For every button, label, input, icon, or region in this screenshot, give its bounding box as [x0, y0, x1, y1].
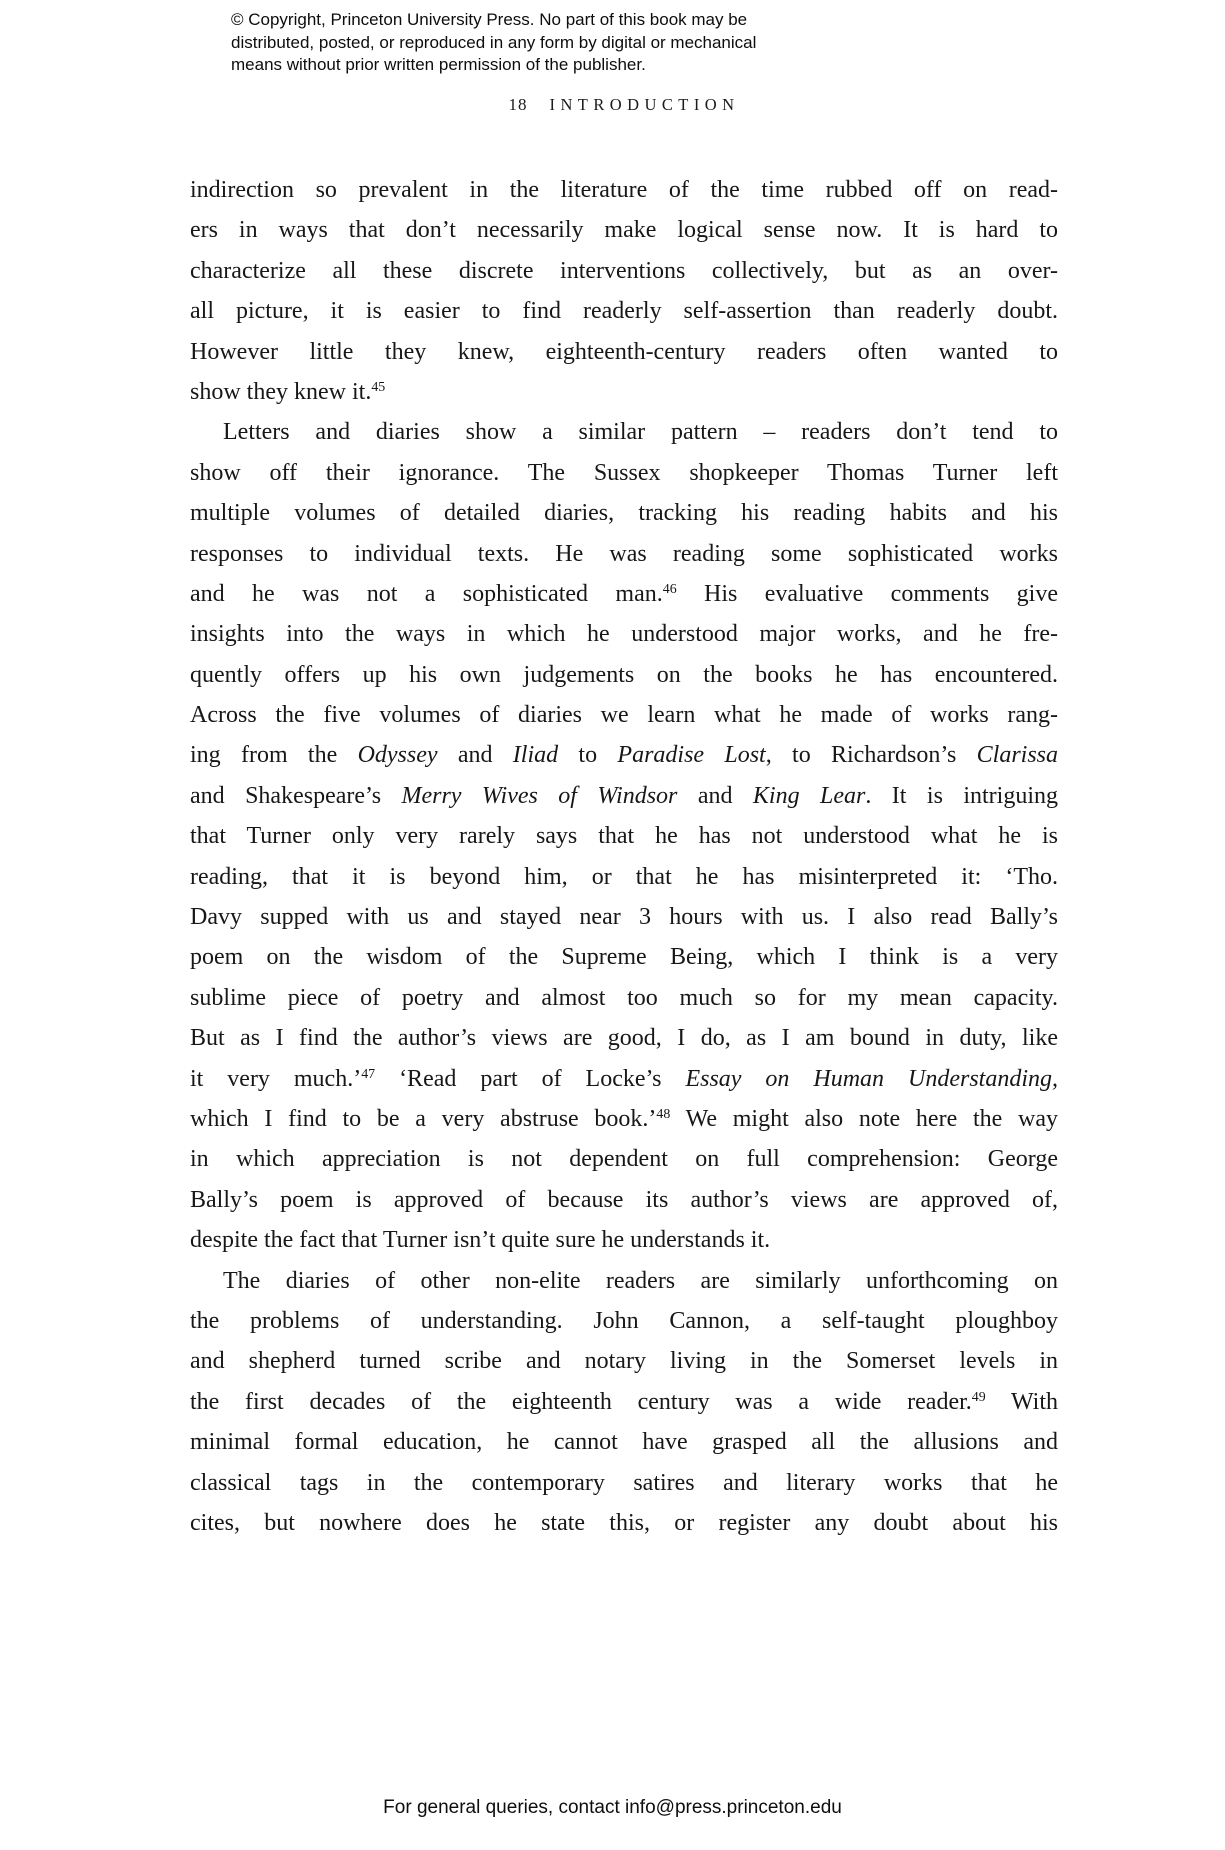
footer-contact-text: For general queries, contact info@press.princeton.edu	[383, 1797, 842, 1818]
text-line: But as I find the author’s views are good, I do, as I am bound in duty, like	[190, 1025, 1058, 1052]
text-line: cites, but nowhere does he state this, or register any doubt about his	[190, 1509, 1058, 1536]
text-line: Davy supped with us and stayed near 3 hours with us. I also read Bally’s	[190, 904, 1058, 931]
copyright-line: means without prior written permission of the publisher.	[231, 55, 646, 74]
page-footer	[0, 1797, 1225, 1819]
text-line: despite the fact that Turner isn’t quite sure he understands it.	[190, 1227, 771, 1254]
text-line: show off their ignorance. The Sussex shopkeeper Thomas Turner left	[190, 459, 1058, 486]
text-line: The diaries of other non-elite readers are similarly unforthcoming on	[223, 1267, 1058, 1294]
text-line: all picture, it is easier to find readerly self-assertion than readerly doubt.	[190, 298, 1058, 325]
text-line: insights into the ways in which he understood major works, and he fre-	[190, 621, 1058, 648]
text-line: indirection so prevalent in the literature of the time rubbed off on read-	[190, 177, 1058, 203]
text-line: ing from the Odyssey and Iliad to Paradise Lost, to Richardson’s Clarissa	[190, 742, 1059, 769]
text-line: Bally’s poem is approved of because its author’s views are approved of,	[190, 1186, 1058, 1213]
text-line: it very much.’$^{47}$ ‘Read part of Locke’s Essay on Human Understanding,	[190, 1065, 1058, 1092]
text-line: sublime piece of poetry and almost too much so for my mean capacity.	[190, 984, 1058, 1011]
text-line: characterize all these discrete interventions collectively, but as an over-	[190, 257, 1058, 284]
paragraph	[190, 412, 1058, 1260]
running-header	[190, 95, 1058, 115]
text-line: and Shakespeare’s Merry Wives of Windsor and King Lear. It is intriguing	[190, 782, 1058, 809]
text-line: multiple volumes of detailed diaries, tracking his reading habits and his	[190, 500, 1058, 527]
text-line: ers in ways that don’t necessarily make logical sense now. It is hard to	[190, 217, 1058, 244]
copyright-line: distributed, posted, or reproduced in any form by digital or mechanical	[231, 32, 757, 52]
page-number: 18	[508, 95, 528, 114]
text-line: and he was not a sophisticated man.$^{46}$ His evaluative comments give	[190, 580, 1058, 607]
text-line: and shepherd turned scribe and notary living in the Somerset levels in	[190, 1348, 1058, 1375]
text-line: quently offers up his own judgements on the books he has encountered.	[190, 661, 1058, 688]
text-line: poem on the wisdom of the Supreme Being, which I think is a very	[190, 944, 1058, 971]
text-line: However little they knew, eighteenth-century readers often wanted to	[190, 338, 1058, 365]
text-line: which I find to be a very abstruse book.’$^{48}$ We might also note here the way	[190, 1105, 1058, 1132]
copyright-notice	[231, 9, 756, 77]
text-line: minimal formal education, he cannot have grasped all the allusions and	[190, 1429, 1058, 1456]
section-title: INTRODUCTION	[549, 95, 740, 114]
text-line: Letters and diaries show a similar pattern – readers don’t tend to	[223, 419, 1058, 446]
text-line: that Turner only very rarely says that he has not understood what he is	[190, 823, 1058, 850]
text-line: the first decades of the eighteenth century was a wide reader.$^{49}$ With	[190, 1388, 1058, 1415]
text-line: classical tags in the contemporary satires and literary works that he	[190, 1469, 1058, 1496]
text-line: show they knew it.$^{45}$	[190, 378, 386, 405]
paragraph	[190, 1261, 1058, 1544]
body-text	[190, 170, 1058, 1543]
paragraph	[190, 170, 1058, 412]
text-line: the problems of understanding. John Cannon, a self-taught ploughboy	[190, 1307, 1058, 1334]
text-line: in which appreciation is not dependent on full comprehension: George	[190, 1146, 1058, 1173]
text-line: Across the five volumes of diaries we learn what he made of works rang-	[190, 702, 1058, 729]
text-line: reading, that it is beyond him, or that he has misinterpreted it: ‘Tho.	[190, 863, 1058, 890]
copyright-line: © Copyright, Princeton University Press. No part of this book may be	[231, 10, 748, 29]
text-line: responses to individual texts. He was reading some sophisticated works	[190, 540, 1058, 567]
